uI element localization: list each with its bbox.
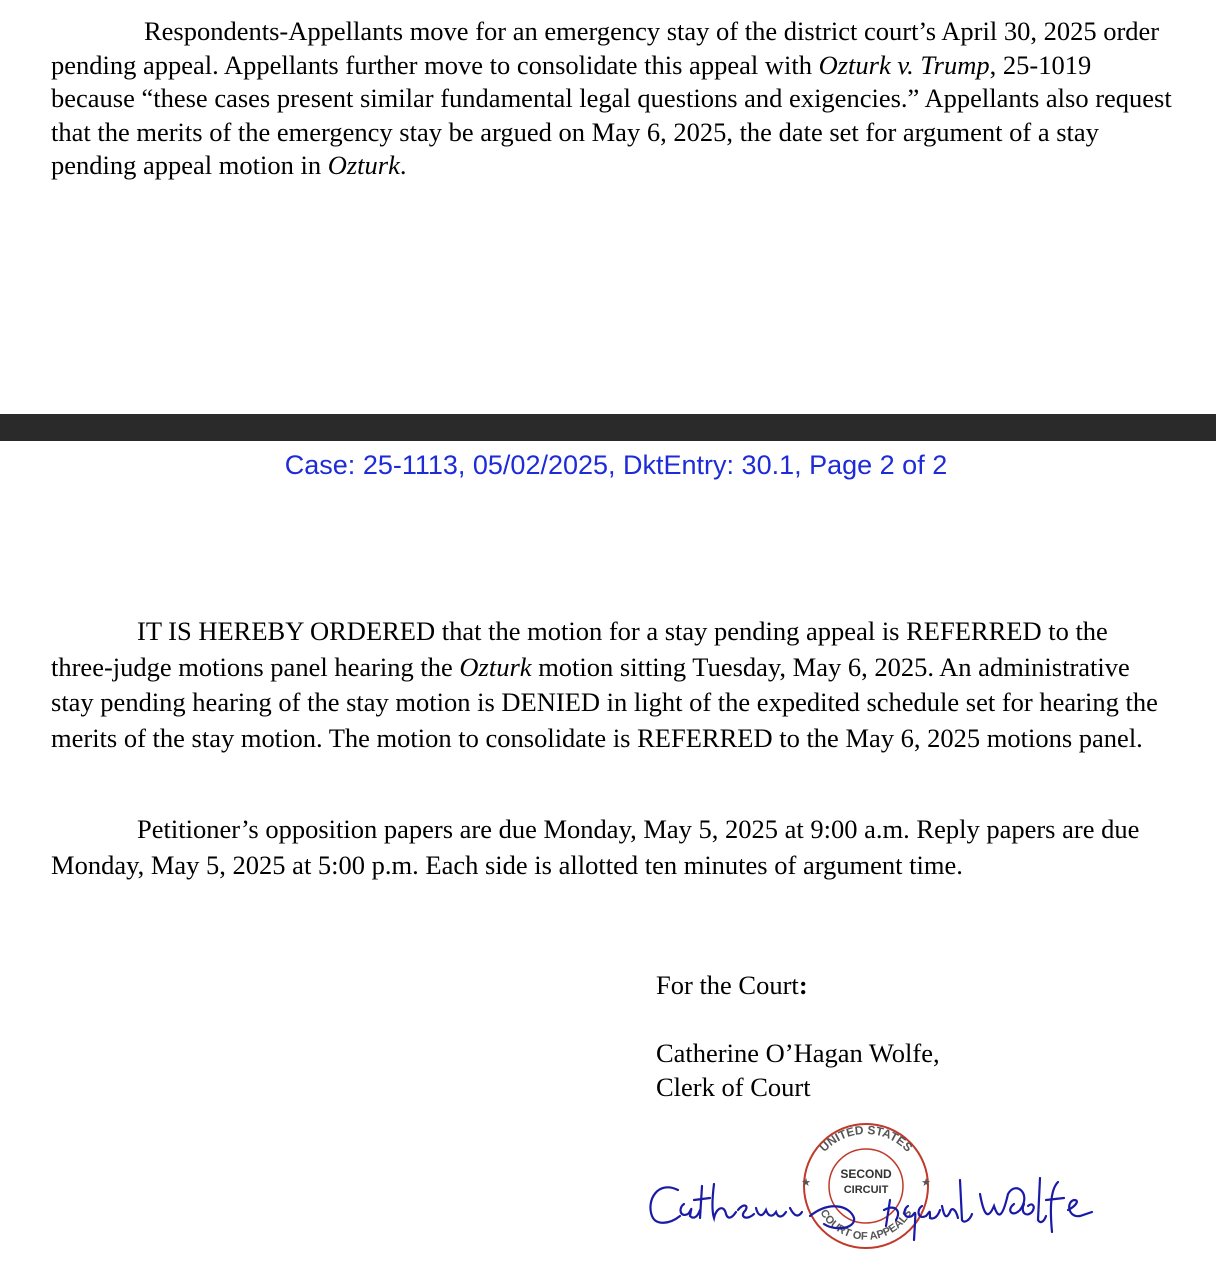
seal-top-text: UNITED STATES: [816, 1122, 916, 1155]
case-name-ozturk-v-trump: Ozturk v. Trump: [818, 49, 990, 80]
court-seal: [801, 1123, 931, 1248]
order-paragraph: [51, 614, 1176, 756]
for-the-court-text: For the Court: [656, 970, 799, 1000]
briefing-schedule-paragraph: [51, 812, 1176, 883]
case-name-ozturk: Ozturk: [327, 150, 400, 180]
clerk-title: Clerk of Court: [656, 1071, 811, 1102]
page-break-bar: [0, 414, 1216, 441]
order-case-name: Ozturk: [459, 651, 532, 682]
case-header: Case: 25-1113, 05/02/2025, DktEntry: 30.1, Page 2 of 2: [284, 450, 948, 480]
order-text-1: IT IS HEREBY ORDERED that the motion for a stay pending appeal is REFERRED to the three-judge motions panel hearing the: [51, 616, 1108, 682]
seal-star-right: ★: [921, 1177, 931, 1189]
clerk-name: Catherine O’Hagan Wolfe,: [656, 1038, 940, 1068]
for-the-court-colon: :: [798, 970, 808, 1000]
seal-star-left: ★: [801, 1177, 811, 1189]
motion-summary-text-1: Respondents-Appellants move for an emergency stay of the district court’s April 30, 2025 order pending appeal. Appellants further move to consolidate this appeal with: [51, 16, 1160, 80]
seal-center-line1: SECOND: [840, 1167, 892, 1181]
briefing-schedule-text: Petitioner’s opposition papers are due Monday, May 5, 2025 at 9:00 a.m. Reply papers are due Monday, May 5, 2025 at 5:00 p.m. Each side is allotted ten minutes of argument time.: [51, 814, 1140, 880]
motion-summary-text-2: , 25-1019 because “these cases present similar fundamental legal questions and exigencies.” Appellants also request that the merits of the emergency stay be argued on May 6, 2025, the date set for argument of a stay pending appeal motion in: [51, 49, 1172, 180]
motion-summary-paragraph: [51, 15, 1176, 183]
for-the-court-label: [656, 969, 808, 1003]
clerk-block: [656, 1037, 940, 1104]
seal-bottom-text: COURT OF APPEALS: [817, 1207, 915, 1243]
seal-center-line2: CIRCUIT: [843, 1184, 889, 1196]
motion-summary-text-3: .: [399, 150, 407, 180]
order-text-2: motion sitting Tuesday, May 6, 2025. An administrative stay pending hearing of the stay motion is DENIED in light of the expedited schedule set for hearing the merits of the stay motion. The motion to consolidate is REFERRED to the May 6, 2025 motions panel.: [51, 651, 1158, 753]
seal-and-signature: [640, 1120, 1110, 1255]
